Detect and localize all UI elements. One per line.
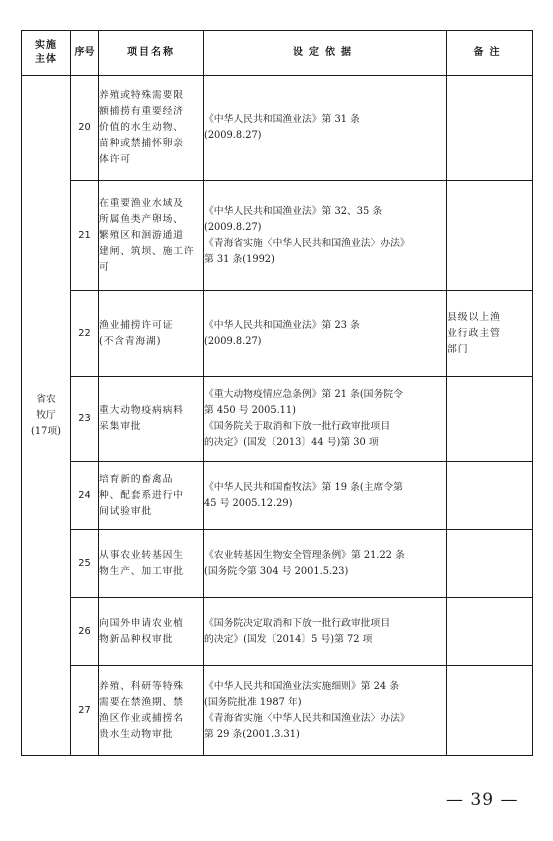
legal-basis-line: 《国务院决定取消和下放一批行政审批项目: [204, 617, 391, 629]
remarks-cell: [447, 530, 533, 598]
item-name-line: 养殖、科研等特殊: [99, 680, 184, 692]
item-name-line: 繁殖区和洄游通道: [99, 229, 184, 241]
header-subject: [22, 31, 71, 76]
seq-number-cell: 25: [71, 530, 99, 598]
remarks-line: 部门: [447, 343, 469, 355]
remarks-cell: [447, 462, 533, 530]
table-row: [22, 291, 533, 377]
item-name-line: 价值的水生动物、: [99, 122, 184, 133]
table-row: [22, 76, 533, 181]
legal-basis-line: 《中华人民共和国渔业法》第 23 条: [204, 319, 360, 331]
header-remarks: 备注: [447, 31, 533, 76]
legal-basis-line: 的决定》(国发〔2013〕44 号)第 30 项: [204, 437, 379, 448]
item-name-line: 所属鱼类产卵场、: [99, 213, 184, 225]
legal-basis-line: 第 29 条(2001.3.31): [204, 728, 300, 740]
seq-number-cell: 23: [71, 377, 99, 462]
item-name-line: 额捕捞有重要经济: [99, 106, 184, 117]
legal-basis-line: (2009.8.27): [204, 221, 262, 233]
legal-basis-line: 《中华人民共和国渔业法》第 31 条: [204, 114, 360, 125]
approval-items-table: [21, 30, 533, 756]
table-row: [22, 462, 533, 530]
legal-basis-line: 45 号 2005.12.29): [204, 497, 293, 509]
legal-basis-line: 《中华人民共和国畜牧法》第 19 条(主席令第: [204, 481, 403, 493]
legal-basis-cell: [204, 598, 447, 666]
item-name-cell: [99, 462, 204, 530]
item-name-line: 建闸、筑坝、施工许: [99, 245, 195, 257]
legal-basis-line: (2009.8.27): [204, 335, 262, 347]
item-name-cell: [99, 598, 204, 666]
item-name-line: (不含青海湖): [99, 335, 162, 347]
header-subject-line: 实施: [35, 40, 57, 51]
item-name-cell: [99, 181, 204, 291]
item-name-line: 在重要渔业水域及: [99, 197, 184, 209]
seq-number-cell: 20: [71, 76, 99, 181]
seq-number-cell: 22: [71, 291, 99, 377]
item-name-line: 可: [99, 261, 110, 273]
legal-basis-line: 第 31 条(1992): [204, 253, 275, 265]
legal-basis-line: (2009.8.27): [204, 130, 262, 141]
remarks-line: 县级以上渔: [447, 311, 501, 323]
legal-basis-line: 《农业转基因生物安全管理条例》第 21.22 条: [204, 549, 405, 561]
legal-basis-line: 《青海省实施〈中华人民共和国渔业法〉办法》: [204, 237, 410, 249]
item-name-line: 重大动物疫病病料: [99, 405, 184, 416]
implementing-body-line: 牧厅: [36, 409, 56, 421]
legal-basis-line: 的决定》(国发〔2014〕5 号)第 72 项: [204, 633, 373, 645]
remarks-cell: [447, 666, 533, 756]
seq-number-cell: 26: [71, 598, 99, 666]
legal-basis-cell: [204, 76, 447, 181]
legal-basis-line: 《青海省实施〈中华人民共和国渔业法〉办法》: [204, 712, 410, 724]
legal-basis-line: 《重大动物疫情应急条例》第 21 条(国务院令: [204, 389, 403, 400]
item-name-line: 渔业捕捞许可证: [99, 319, 174, 331]
item-name-line: 养殖或特殊需要限: [99, 90, 184, 101]
legal-basis-line: 《国务院关于取消和下放一批行政审批项目: [204, 421, 391, 432]
table-row: [22, 377, 533, 462]
item-name-cell: [99, 291, 204, 377]
remarks-cell: [447, 377, 533, 462]
table-row: [22, 598, 533, 666]
page-number: — 39 —: [446, 790, 519, 810]
item-name-cell: [99, 76, 204, 181]
seq-number-cell: 24: [71, 462, 99, 530]
remarks-cell: [447, 291, 533, 377]
implementing-body-line: (17项): [31, 425, 61, 437]
remarks-cell: [447, 181, 533, 291]
item-name-line: 体许可: [99, 154, 131, 165]
seq-number-cell: 27: [71, 666, 99, 756]
item-name-cell: [99, 666, 204, 756]
legal-basis-cell: [204, 666, 447, 756]
header-legal-basis: 设定依据: [204, 31, 447, 76]
seq-number-cell: 21: [71, 181, 99, 291]
table-row: [22, 181, 533, 291]
implementing-body-cell: [22, 76, 71, 756]
remarks-line: 业行政主管: [447, 327, 501, 339]
item-name-cell: [99, 377, 204, 462]
implementing-body-line: 省农: [36, 393, 56, 405]
item-name-line: 渔区作业或捕捞名: [99, 712, 184, 724]
item-name-line: 需要在禁渔期、禁: [99, 696, 184, 708]
legal-basis-cell: [204, 181, 447, 291]
table-header-row: [22, 31, 533, 76]
item-name-line: 种、配套系进行中: [99, 489, 184, 501]
header-item-name: 项目名称: [99, 31, 204, 76]
legal-basis-line: 《中华人民共和国渔业法》第 32、35 条: [204, 205, 383, 217]
item-name-line: 物新品种权审批: [99, 633, 174, 645]
item-name-line: 培育新的畜禽品: [99, 473, 174, 485]
table-row: [22, 666, 533, 756]
legal-basis-line: (国务院令第 304 号 2001.5.23): [204, 565, 349, 577]
legal-basis-cell: [204, 462, 447, 530]
legal-basis-line: 第 450 号 2005.11): [204, 405, 296, 416]
legal-basis-line: 《中华人民共和国渔业法实施细则》第 24 条: [204, 680, 400, 692]
table-row: [22, 530, 533, 598]
item-name-line: 间试验审批: [99, 505, 152, 517]
item-name-line: 苗种或禁捕怀卵亲: [99, 138, 184, 149]
legal-basis-cell: [204, 530, 447, 598]
item-name-line: 从事农业转基因生: [99, 549, 184, 561]
legal-basis-cell: [204, 291, 447, 377]
item-name-line: 贵水生动物审批: [99, 728, 174, 740]
item-name-line: 采集审批: [99, 421, 142, 432]
item-name-line: 向国外申请农业植: [99, 617, 184, 629]
item-name-line: 物生产、加工审批: [99, 565, 184, 577]
item-name-cell: [99, 530, 204, 598]
remarks-cell: [447, 76, 533, 181]
header-seq: 序号: [71, 31, 99, 76]
legal-basis-cell: [204, 377, 447, 462]
remarks-cell: [447, 598, 533, 666]
legal-basis-line: (国务院批准 1987 年): [204, 696, 302, 708]
header-subject-line: 主体: [35, 54, 57, 65]
